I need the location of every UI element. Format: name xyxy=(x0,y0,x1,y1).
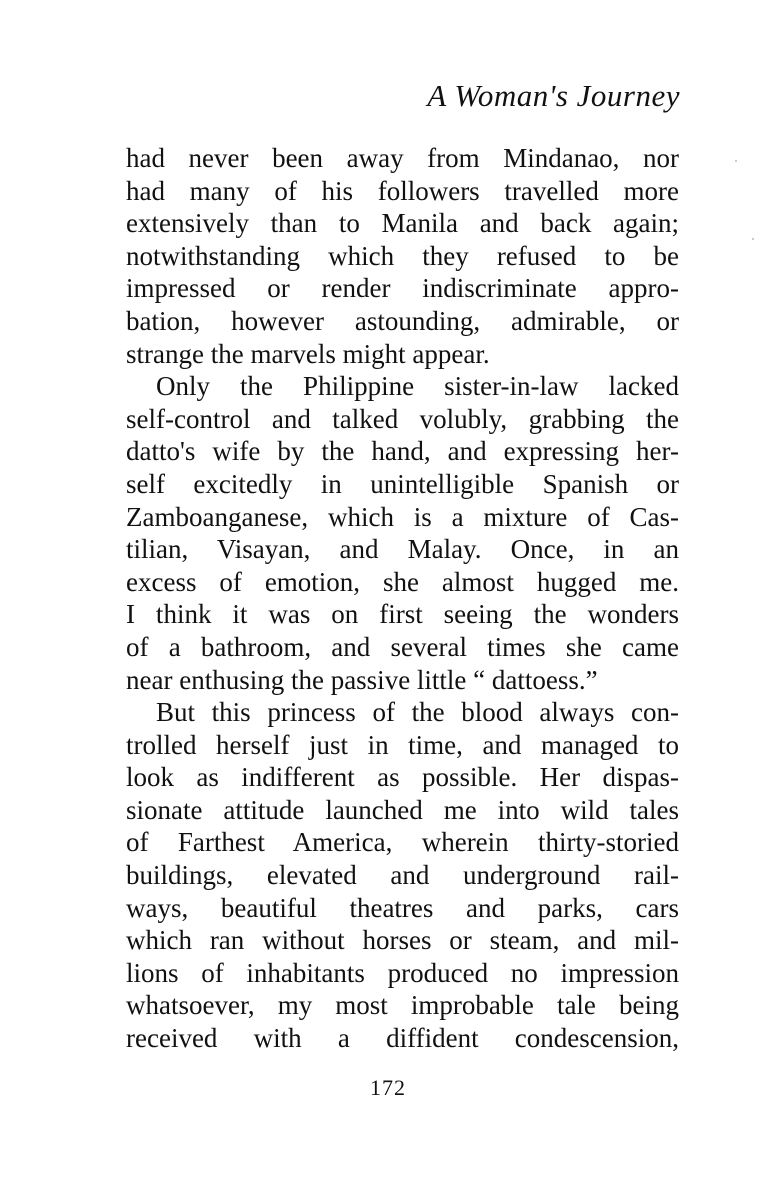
text-line: buildings, elevated and underground rail- xyxy=(126,860,679,891)
text-line: received with a diffident condescension, xyxy=(126,1023,679,1054)
text-line: But this princess of the blood always con- xyxy=(156,697,679,728)
text-line: which ran without horses or steam, and mil- xyxy=(126,925,679,956)
page-number: 172 xyxy=(370,1075,406,1100)
text-line: Zamboanganese, which is a mixture of Cas- xyxy=(126,501,679,532)
text-line: look as indifferent as possible. Her dispas- xyxy=(126,762,679,793)
text-line: datto's wife by the hand, and expressing her- xyxy=(126,436,679,467)
text-line: lions of inhabitants produced no impression xyxy=(126,957,679,988)
text-line: Only the Philippine sister-in-law lacked xyxy=(156,371,679,402)
text-line: extensively than to Manila and back again; xyxy=(126,208,679,239)
text-line: self-control and talked volubly, grabbing the xyxy=(126,403,679,434)
text-line: self excitedly in unintelligible Spanish or xyxy=(126,468,679,499)
text-line: I think it was on first seeing the wonders xyxy=(126,599,679,630)
text-line: ways, beautiful theatres and parks, cars xyxy=(126,892,679,923)
running-head: A Woman's Journey xyxy=(427,78,680,113)
text-line: whatsoever, my most improbable tale being xyxy=(126,990,679,1021)
text-line: of a bathroom, and several times she came xyxy=(126,631,679,662)
text-line: sionate attitude launched me into wild tales xyxy=(126,794,679,825)
text-line: of Farthest America, wherein thirty-storied xyxy=(126,827,679,858)
text-line: excess of emotion, she almost hugged me. xyxy=(126,566,679,597)
text-line: trolled herself just in time, and managed to xyxy=(126,729,679,760)
text-line: had many of his followers travelled more xyxy=(126,175,679,206)
paper-speck xyxy=(735,160,737,162)
text-line: bation, however astounding, admirable, or xyxy=(126,305,679,336)
text-line: tilian, Visayan, and Malay. Once, in an xyxy=(126,534,679,565)
body-text xyxy=(126,142,679,1055)
text-line: notwithstanding which they refused to be xyxy=(126,240,679,271)
text-line: near enthusing the passive little “ dattoess.” xyxy=(126,664,598,695)
text-line: strange the marvels might appear. xyxy=(126,338,490,369)
paper-speck xyxy=(752,238,754,240)
text-line: had never been away from Mindanao, nor xyxy=(126,143,679,173)
text-line: impressed or render indiscriminate appro- xyxy=(126,273,679,304)
